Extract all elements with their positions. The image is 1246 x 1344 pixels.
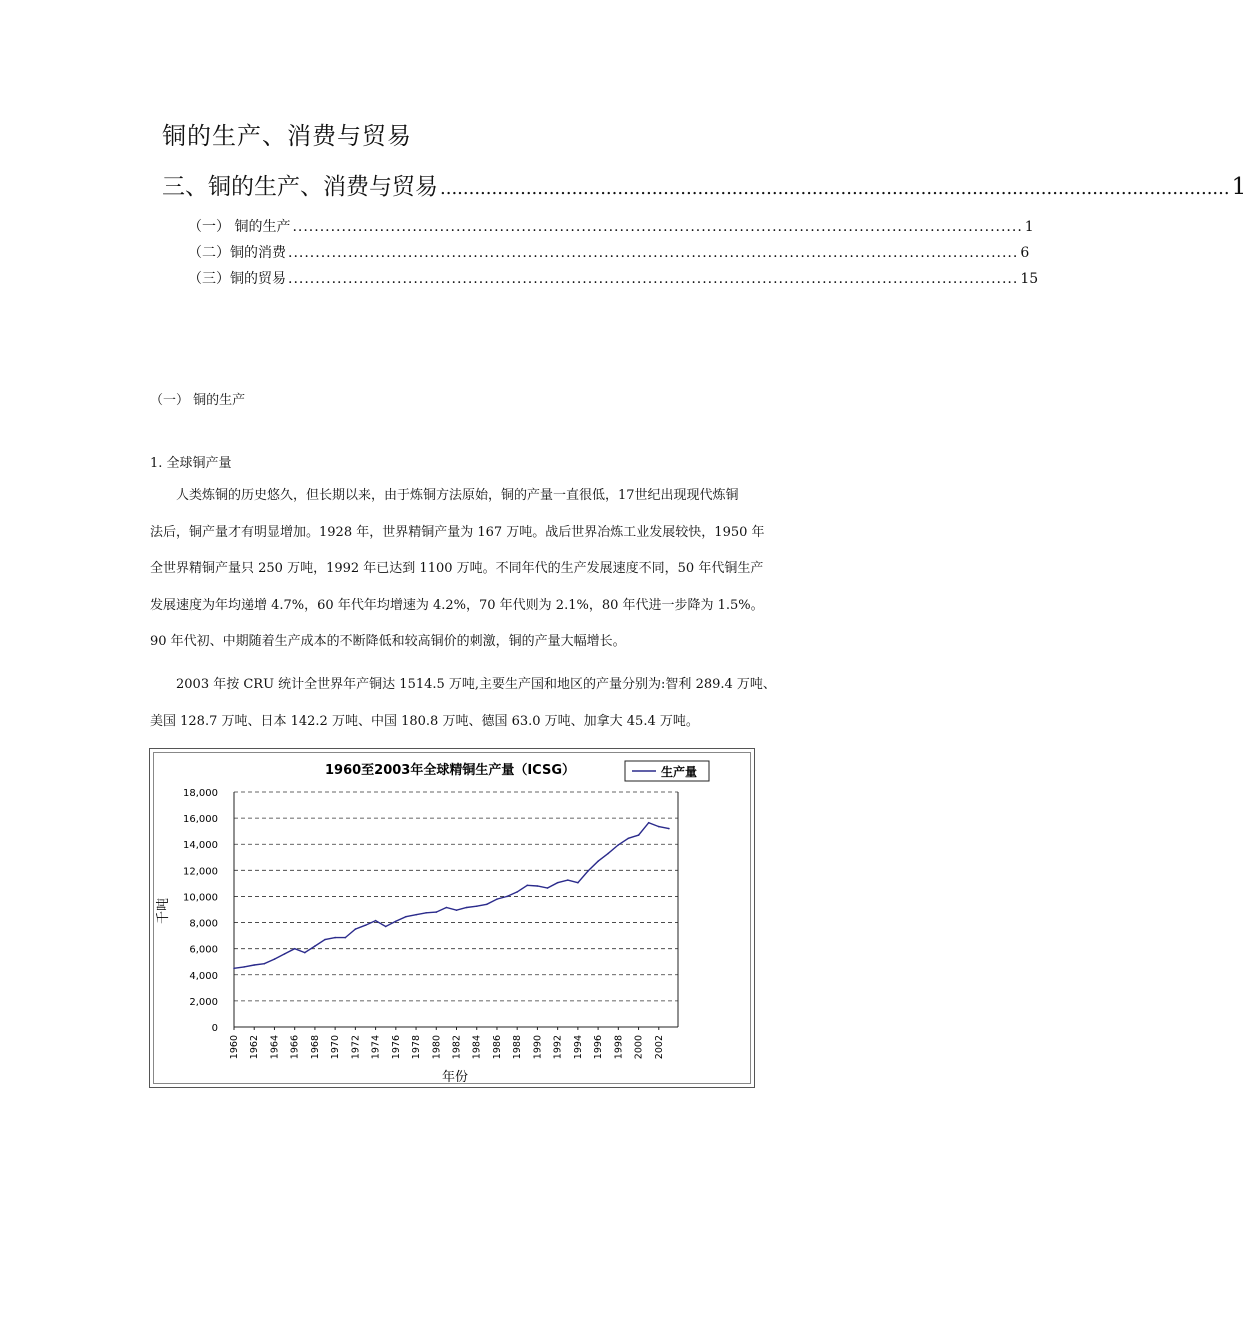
x-tick-label: 1988: [512, 1035, 524, 1060]
paragraph-line: 法后，铜产量才有明显增加。1928 年，世界精铜产量为 167 万吨。战后世界冶炼工业发展较快，1950 年: [150, 524, 765, 540]
data-point: [618, 844, 620, 846]
data-point: [314, 945, 316, 947]
paragraph-line: 2003 年按 CRU 统计全世界年产铜达 1514.5 万吨,主要生产国和地区的产量分别为:智利 289.4 万吨、: [176, 677, 776, 692]
data-point: [486, 904, 488, 906]
data-point: [304, 952, 306, 954]
toc-entry-label: （三）铜的贸易: [188, 271, 286, 287]
data-point: [476, 905, 478, 907]
data-point: [324, 939, 326, 941]
data-point: [648, 822, 650, 824]
data-point: [274, 958, 276, 960]
data-point: [628, 838, 630, 840]
data-point: [658, 826, 660, 828]
y-axis-label: 千吨: [156, 897, 171, 925]
paragraph-2003-output: [150, 667, 810, 740]
data-point: [385, 926, 387, 928]
toc-entry-page: 6: [1020, 245, 1030, 261]
x-tick-label: 1992: [552, 1035, 564, 1060]
data-point: [415, 914, 417, 916]
toc-main-entry[interactable]: [162, 168, 1246, 201]
toc-main-label: 三、铜的生产、消费与贸易: [162, 174, 438, 200]
toc-leader: ......................................................................................................................................: [288, 245, 1019, 261]
paragraph-line: 美国 128.7 万吨、日本 142.2 万吨、中国 180.8 万吨、德国 63.0 万吨、加拿大 45.4 万吨。: [150, 713, 699, 729]
x-tick-label: 1960: [229, 1035, 240, 1060]
data-point: [345, 937, 347, 939]
x-tick-label: 1968: [309, 1035, 321, 1060]
toc-entry-production[interactable]: [188, 216, 1034, 236]
x-tick-label: 1976: [390, 1035, 402, 1060]
data-point: [527, 885, 529, 887]
data-point: [253, 964, 255, 966]
data-point: [607, 853, 609, 855]
y-tick-label: 10,000: [183, 892, 218, 904]
data-point: [294, 948, 296, 950]
toc-leader: ..........................................................................................................................................: [440, 178, 1230, 199]
toc-entry-page: 15: [1020, 271, 1039, 287]
x-tick-label: 1974: [370, 1035, 382, 1060]
legend-label: 生产量: [661, 765, 698, 779]
y-tick-label: 16,000: [183, 814, 218, 826]
data-point: [355, 928, 357, 930]
data-point: [405, 916, 407, 918]
data-point: [456, 909, 458, 911]
data-point: [638, 834, 640, 836]
copper-production-chart: [150, 749, 754, 1087]
section-heading: （一） 铜的生产: [150, 393, 246, 408]
data-point: [547, 887, 549, 889]
x-tick-label: 1978: [411, 1035, 423, 1060]
toc-entry-label: （一） 铜的生产: [188, 219, 291, 235]
x-tick-label: 1970: [330, 1035, 342, 1060]
x-tick-label: 1962: [249, 1035, 261, 1060]
y-tick-label: 6,000: [189, 944, 218, 956]
subsection-heading: 1. 全球铜产量: [150, 456, 232, 471]
x-tick-label: 2000: [633, 1035, 645, 1060]
y-tick-label: 4,000: [189, 970, 218, 982]
x-tick-label: 1984: [471, 1035, 483, 1060]
toc-leader: ......................................................................................................................................: [288, 271, 1019, 287]
data-point: [375, 920, 377, 922]
toc-entry-consumption[interactable]: [188, 242, 1030, 262]
data-point: [284, 953, 286, 955]
paragraph-line: 90 年代初、中期随着生产成本的不断降低和较高铜价的刺激，铜的产量大幅增长。: [150, 634, 626, 649]
x-tick-label: 1998: [613, 1035, 625, 1060]
x-tick-label: 1982: [451, 1035, 463, 1060]
y-tick-label: 12,000: [183, 866, 218, 878]
x-tick-label: 1966: [289, 1035, 301, 1060]
x-axis-label: 年份: [441, 1070, 469, 1085]
toc-main-page: 1: [1231, 174, 1246, 200]
data-point: [233, 968, 235, 970]
data-point: [597, 860, 599, 862]
y-tick-label: 0: [211, 1023, 218, 1034]
data-point: [365, 924, 367, 926]
y-tick-label: 2,000: [189, 996, 218, 1008]
data-point: [446, 907, 448, 909]
toc-leader: ......................................................................................................................................: [292, 219, 1023, 235]
data-point: [537, 885, 539, 887]
data-point: [243, 966, 245, 968]
data-point: [466, 907, 468, 909]
chart-title: 1960至2003年全球精铜生产量（ICSG）: [324, 763, 576, 778]
x-tick-label: 1980: [431, 1035, 443, 1060]
data-point: [436, 911, 438, 913]
data-point: [334, 937, 336, 939]
document-title: 铜的生产、消费与贸易: [162, 122, 412, 150]
data-point: [668, 828, 670, 830]
data-point: [567, 879, 569, 881]
y-tick-label: 14,000: [183, 840, 218, 852]
data-point: [395, 921, 397, 923]
toc-entry-page: 1: [1024, 219, 1034, 235]
data-point: [587, 870, 589, 872]
data-point: [496, 898, 498, 900]
data-point: [264, 963, 266, 965]
data-point: [557, 882, 559, 884]
x-tick-label: 1964: [269, 1035, 281, 1060]
x-tick-label: 1996: [593, 1035, 605, 1060]
chart-legend: [625, 761, 709, 781]
data-point: [577, 882, 579, 884]
x-tick-label: 1990: [532, 1035, 544, 1060]
toc-entry-trade[interactable]: [188, 268, 1039, 288]
y-tick-label: 8,000: [189, 918, 218, 930]
paragraph-line: 发展速度为年均递增 4.7%，60 年代年均增速为 4.2%，70 年代则为 2.1%，80 年代进一步降为 1.5%。: [150, 597, 764, 613]
data-point: [506, 896, 508, 898]
paragraph-production-history: [150, 478, 810, 661]
x-tick-label: 1986: [491, 1035, 503, 1060]
x-tick-label: 2002: [653, 1035, 665, 1060]
y-tick-label: 18,000: [183, 788, 218, 799]
x-tick-label: 1972: [350, 1035, 362, 1060]
paragraph-line: 人类炼铜的历史悠久，但长期以来，由于炼铜方法原始，铜的产量一直很低，17世纪出现现代炼铜: [176, 488, 739, 503]
data-point: [516, 891, 518, 893]
chart-figure: [149, 748, 755, 1088]
toc-entry-label: （二）铜的消费: [188, 245, 286, 261]
data-point: [425, 912, 427, 914]
paragraph-line: 全世界精铜产量只 250 万吨，1992 年已达到 1100 万吨。不同年代的生产发展速度不同，50 年代铜生产: [150, 561, 764, 576]
x-tick-label: 1994: [572, 1035, 584, 1060]
